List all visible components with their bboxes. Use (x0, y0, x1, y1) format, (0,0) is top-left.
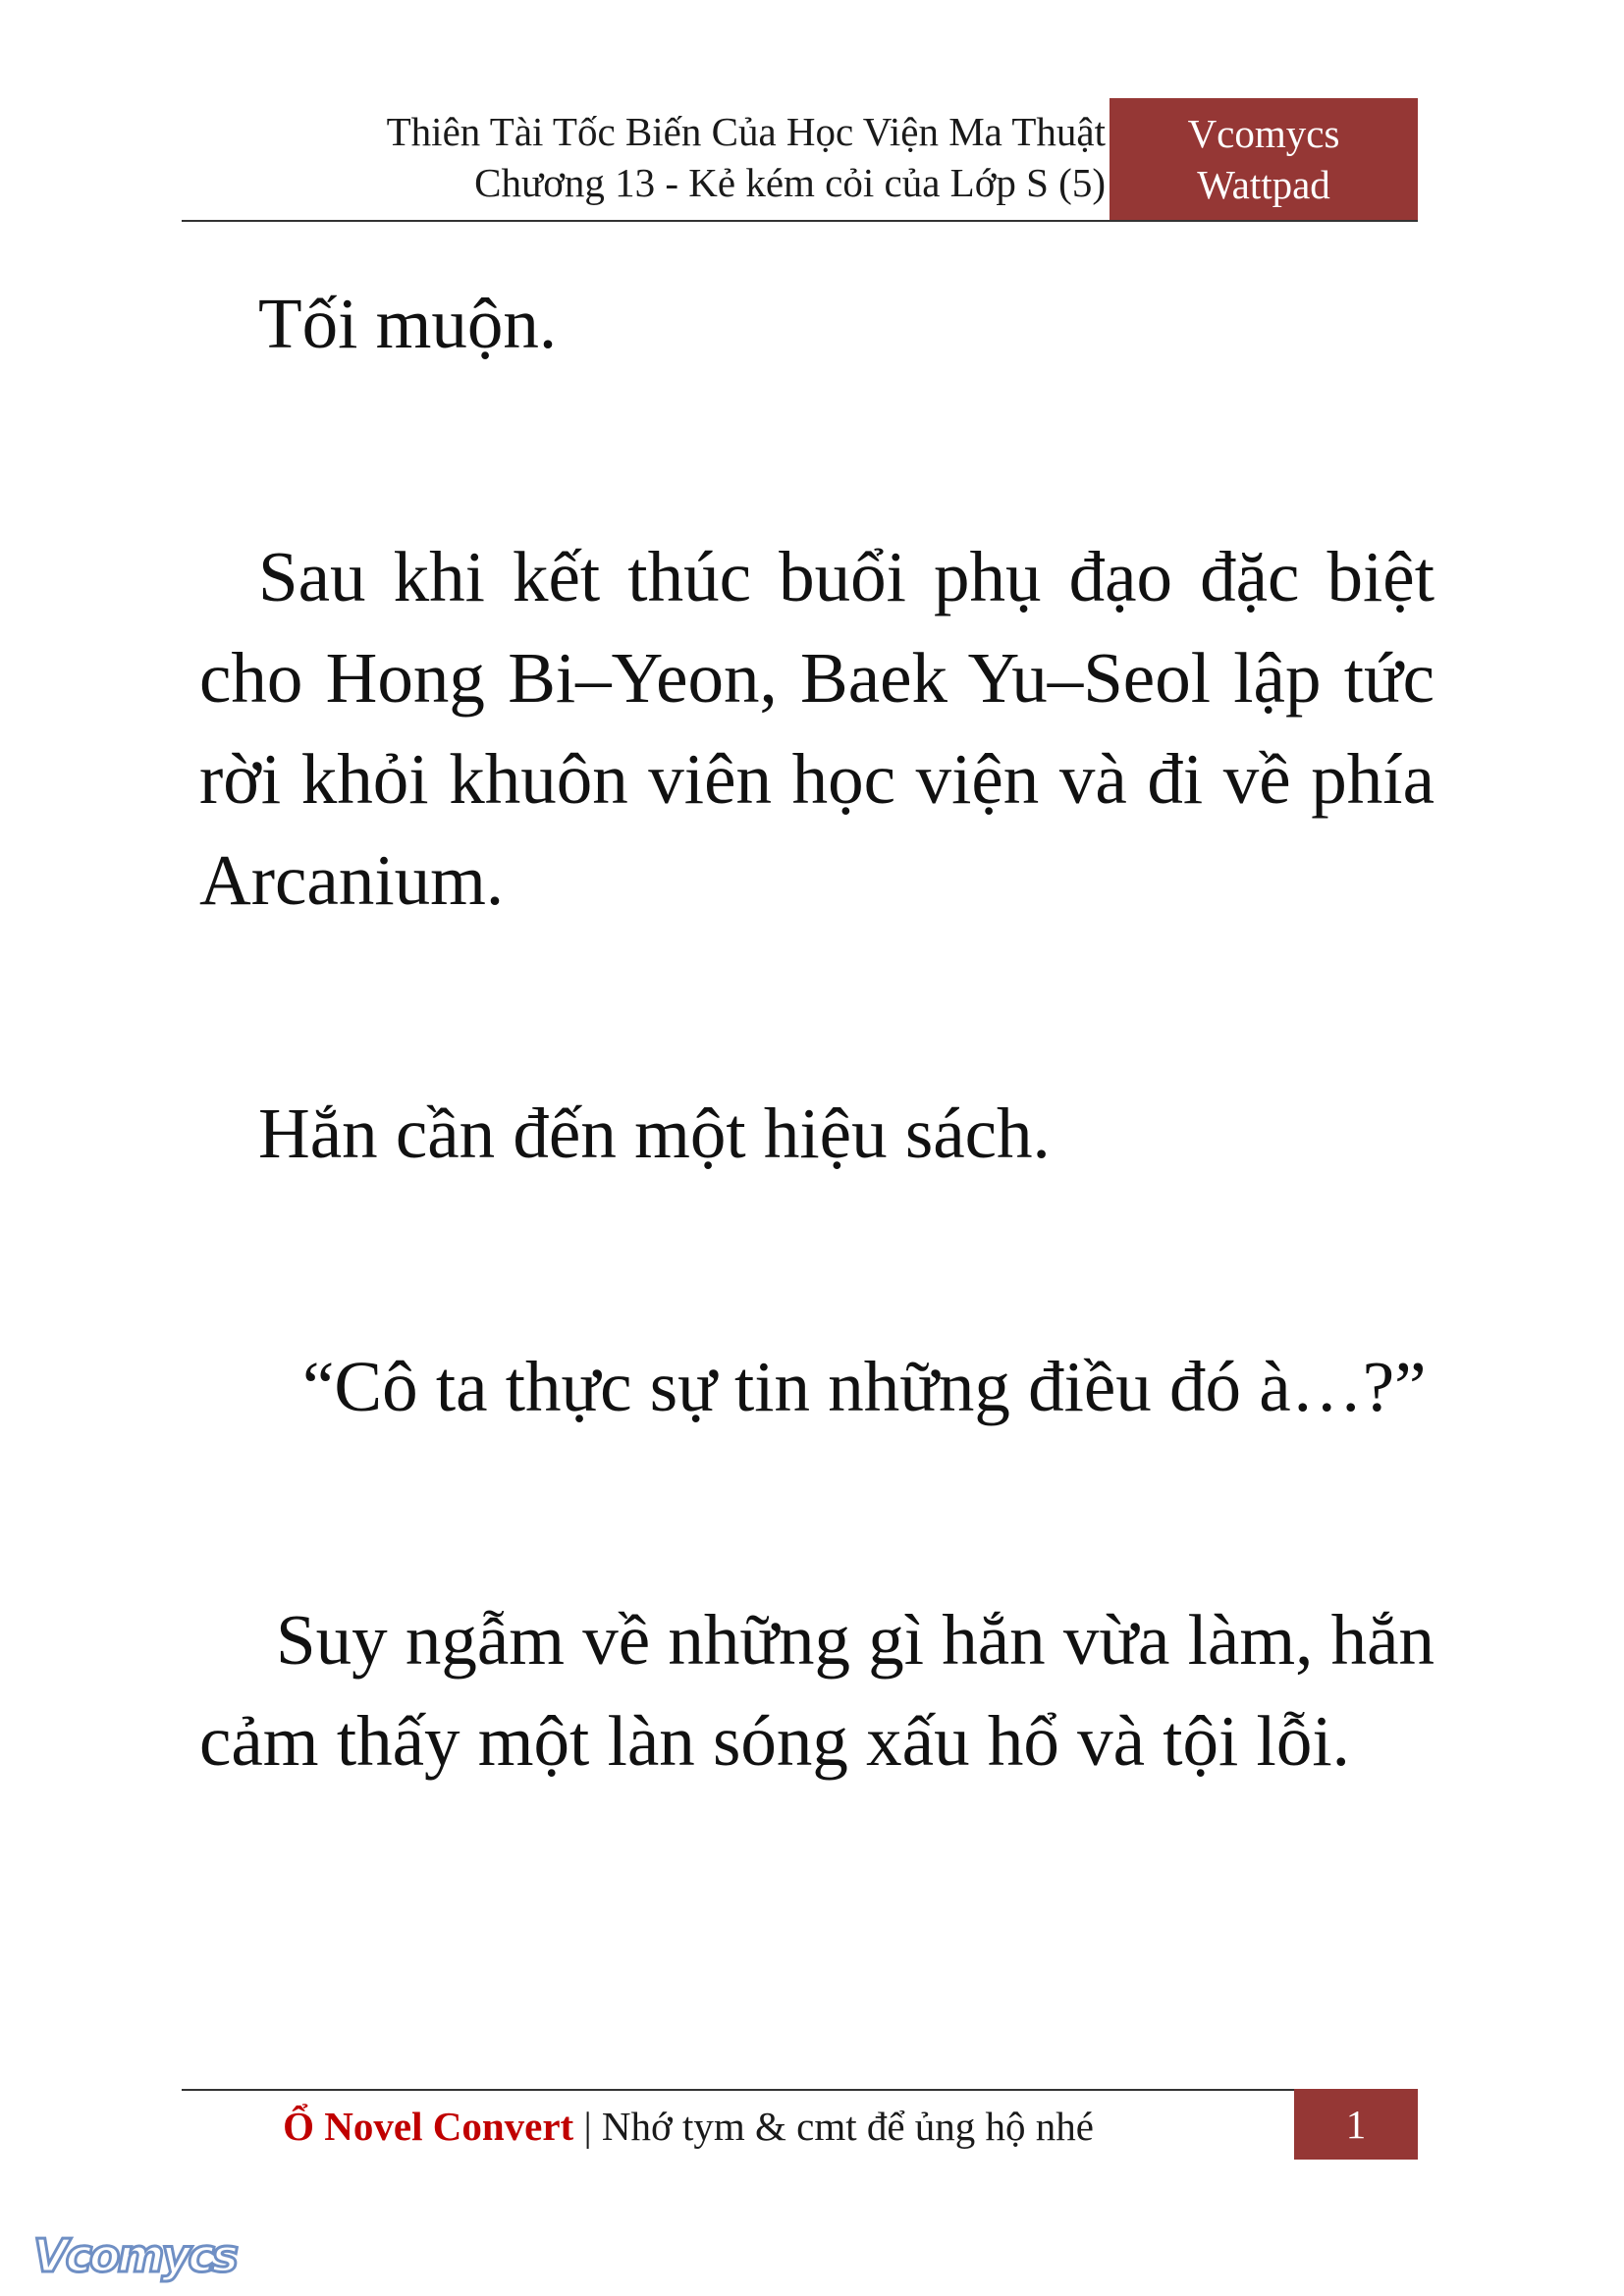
page-number: 1 (1294, 2089, 1418, 2160)
novel-title: Thiên Tài Tốc Biến Của Học Viện Ma Thuật (386, 109, 1106, 154)
site-name-wattpad: Wattpad (1197, 162, 1330, 207)
footer-brand: Ổ Novel Convert (283, 2104, 574, 2149)
paragraph-1: Tối muộn. (258, 284, 558, 363)
chapter-title: Chương 13 - Kẻ kém cỏi của Lớp S (5) (474, 160, 1106, 205)
footer-separator: | (573, 2104, 602, 2149)
paragraph-3: Hắn cần đến một hiệu sách. (258, 1094, 1051, 1173)
paragraph-5: Suy ngẫm về những gì hắn vừa làm, hắn cảm thấy một làn sóng xấu hổ và tội lỗi. (199, 1600, 1435, 1781)
page-header (182, 98, 1418, 220)
header-divider (182, 220, 1418, 222)
footer-text (283, 2101, 1094, 2152)
paragraph-4: “Cô ta thực sự tin những điều đó à…?” (302, 1347, 1427, 1426)
header-titles (387, 106, 1106, 208)
site-name-vcomycs: Vcomycs (1187, 111, 1340, 156)
footer-message: Nhớ tym & cmt để ủng hộ nhé (601, 2104, 1094, 2149)
vcomycs-watermark-logo (29, 2226, 245, 2285)
header-site-box (1110, 98, 1418, 220)
watermark-text: Vcomycs (33, 2229, 237, 2282)
chapter-content (199, 273, 1435, 1791)
paragraph-2: Sau khi kết thúc buổi phụ đạo đặc biệt cho Hong Bi–Yeon, Baek Yu–Seol lập tức rời khỏi khuôn viên học viện và đi về phía Arcanium. (199, 537, 1435, 920)
page-footer (182, 2089, 1418, 2160)
